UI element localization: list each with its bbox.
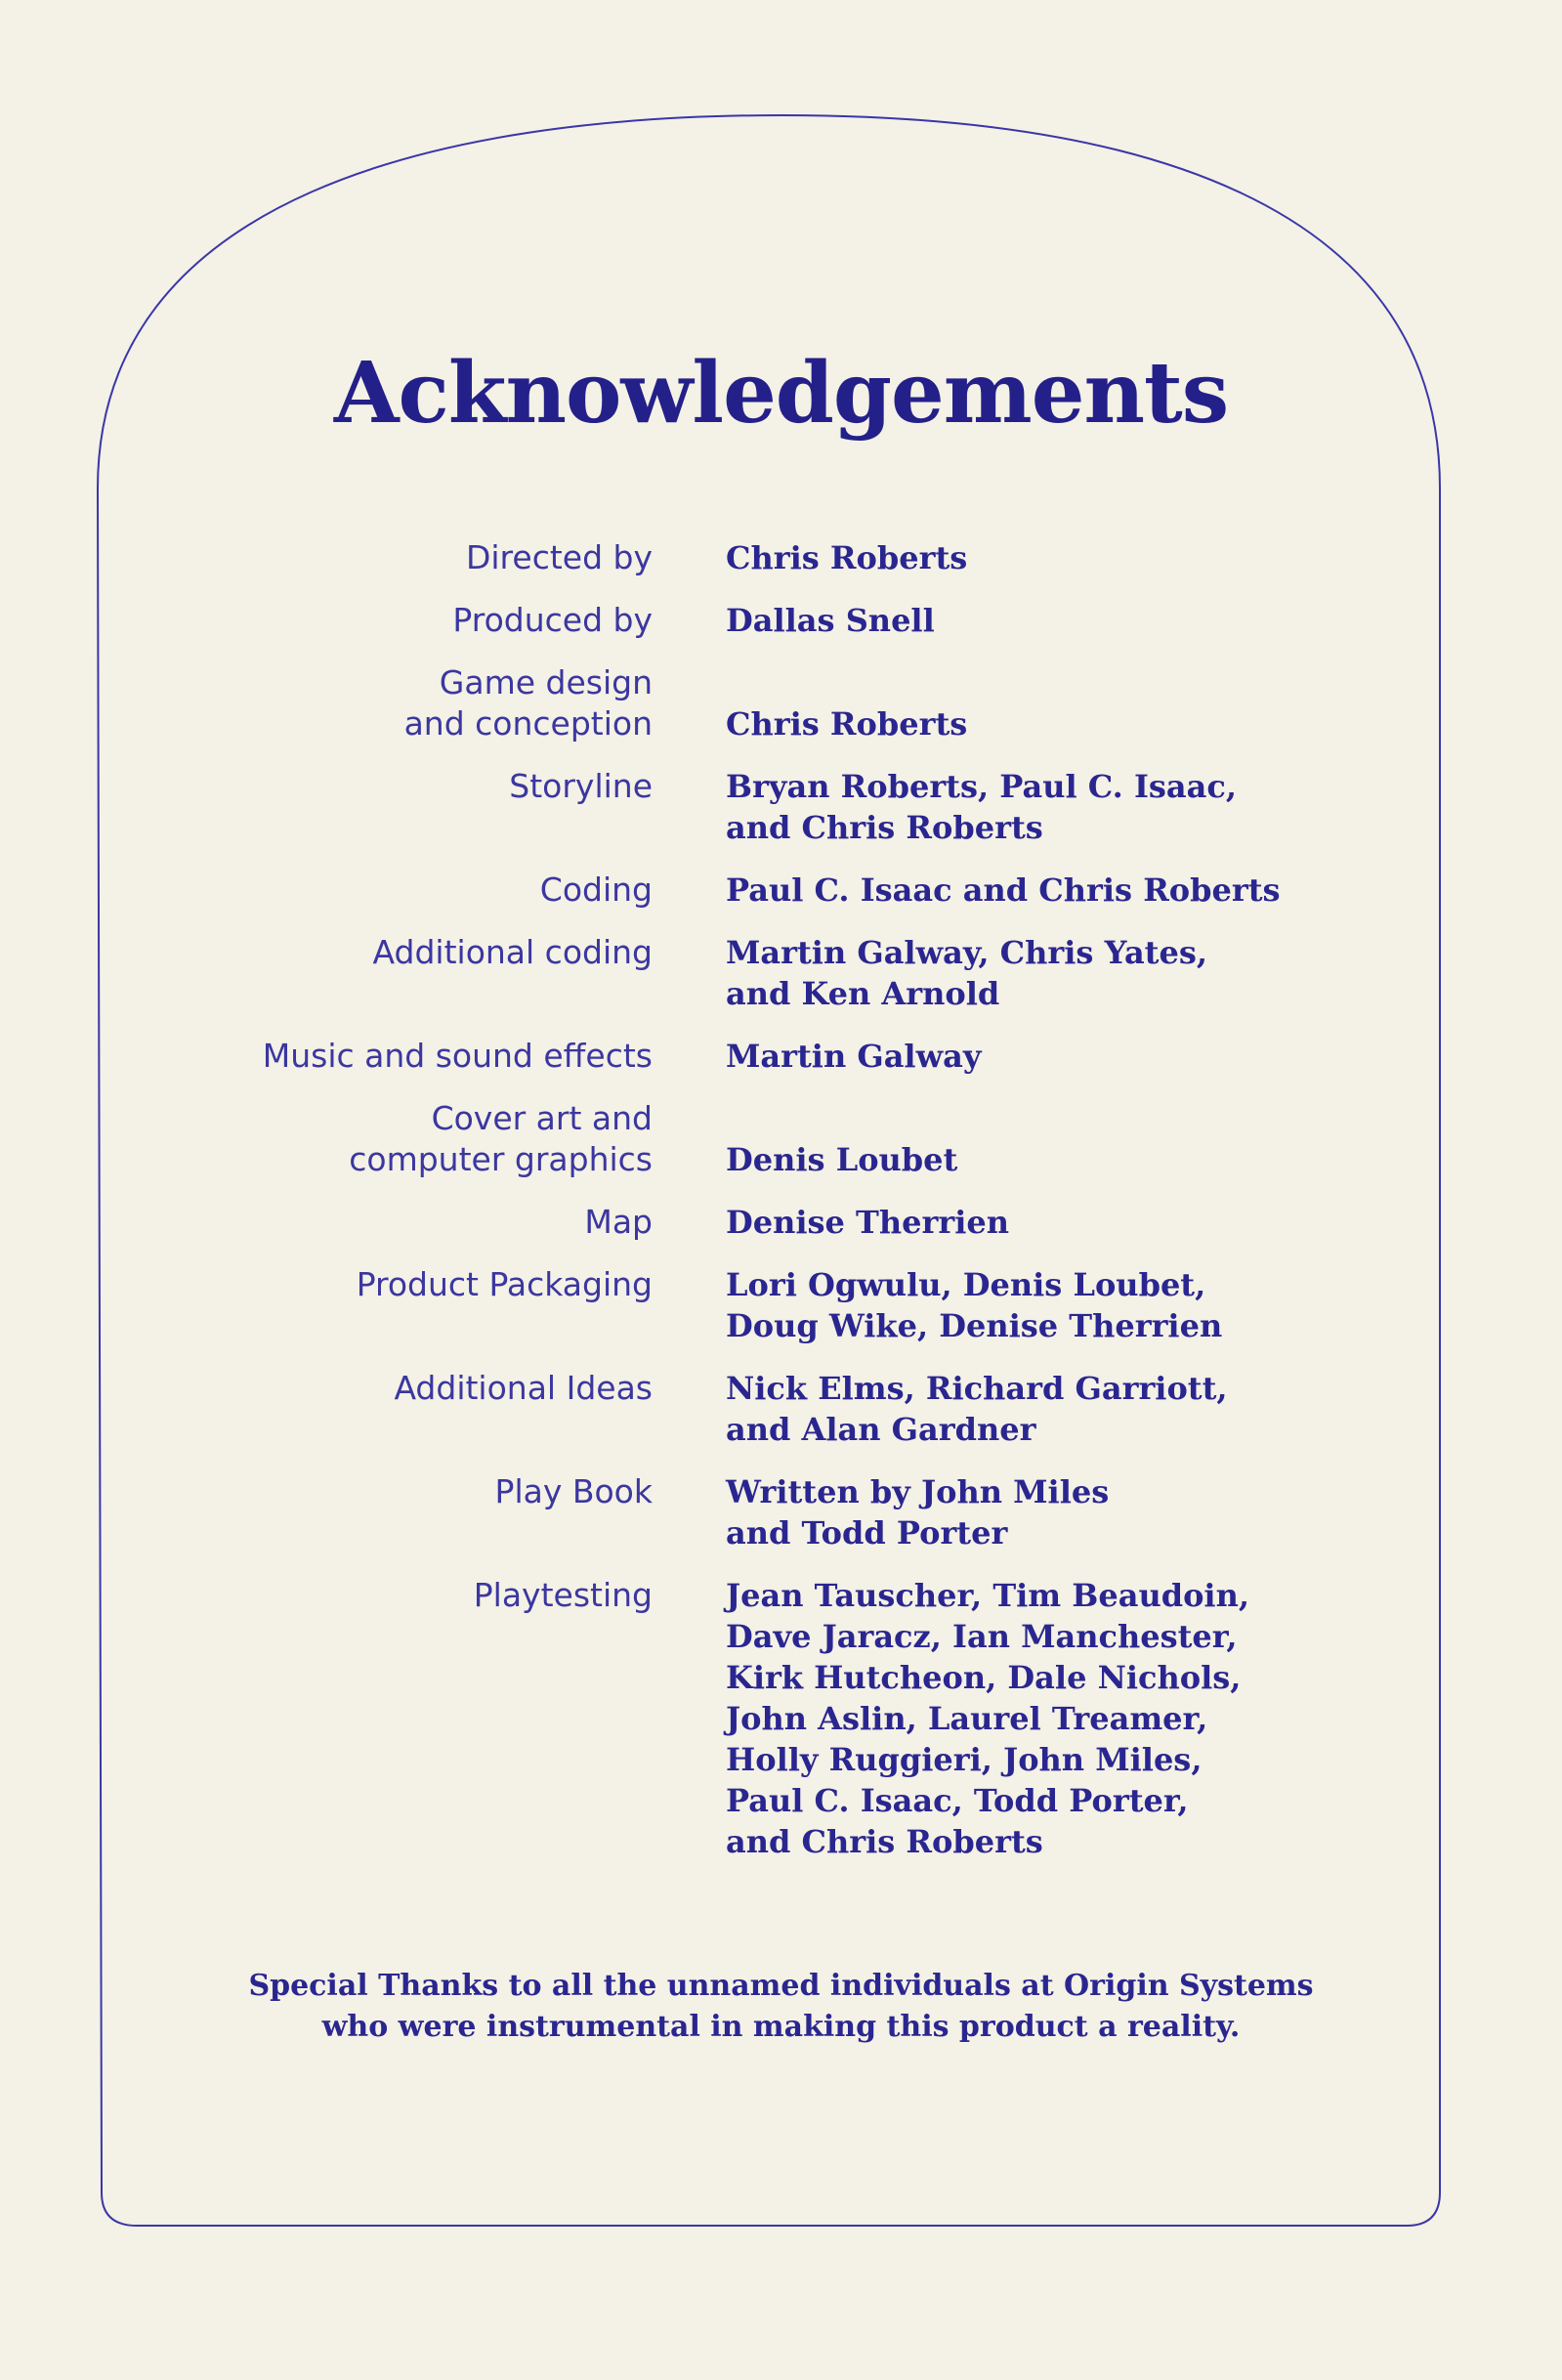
credit-role xyxy=(0,1202,653,1243)
credit-names xyxy=(726,870,1331,911)
credit-role xyxy=(0,600,653,641)
credit-name-line: Paul C. Isaac and Chris Roberts xyxy=(726,871,1281,909)
credit-role xyxy=(0,1471,653,1553)
credit-names xyxy=(726,1471,1331,1553)
credit-name-line: Lori Ogwulu, Denis Loubet, xyxy=(726,1266,1206,1303)
credit-name-line: and Chris Roberts xyxy=(726,809,1043,846)
credit-names xyxy=(726,1098,1331,1180)
credit-name-line: and Alan Gardner xyxy=(726,1411,1036,1448)
credit-names xyxy=(726,766,1331,848)
credit-role-line: computer graphics xyxy=(349,1140,653,1178)
credit-role-line: and conception xyxy=(403,704,653,743)
credit-name-line: Kirk Hutcheon, Dale Nichols, xyxy=(726,1659,1242,1696)
credit-role-line: Product Packaging xyxy=(356,1265,653,1303)
credit-role-line: Playtesting xyxy=(473,1576,653,1614)
credits-list xyxy=(0,537,1562,1884)
credit-names xyxy=(726,600,1331,641)
credit-name-line xyxy=(726,1098,1331,1139)
credit-name-line: Martin Galway xyxy=(726,1038,982,1075)
credit-role-line: Game design xyxy=(439,663,653,701)
credit-role-line: Cover art and xyxy=(431,1099,653,1137)
credit-name-line: John Aslin, Laurel Treamer, xyxy=(726,1700,1208,1737)
credit-row xyxy=(0,1575,1562,1862)
credit-role xyxy=(0,1264,653,1346)
credit-name-line: and Ken Arnold xyxy=(726,975,1000,1012)
credit-name-line: Bryan Roberts, Paul C. Isaac, xyxy=(726,768,1238,805)
credit-row xyxy=(0,766,1562,848)
credit-names xyxy=(726,1575,1331,1862)
credit-name-line: Dallas Snell xyxy=(726,602,935,639)
credit-name-line: Chris Roberts xyxy=(726,539,968,576)
special-thanks-line-2: who were instrumental in making this product a reality. xyxy=(321,2010,1241,2044)
credit-role-line: Directed by xyxy=(465,538,653,576)
credit-name-line: Written by John Miles xyxy=(726,1473,1110,1510)
credit-row xyxy=(0,1264,1562,1346)
credit-name-line: Paul C. Isaac, Todd Porter, xyxy=(726,1782,1189,1819)
credit-row xyxy=(0,600,1562,641)
credit-row xyxy=(0,1471,1562,1553)
credit-row xyxy=(0,537,1562,578)
credit-names xyxy=(726,1036,1331,1077)
special-thanks-line-1: Special Thanks to all the unnamed individuals at Origin Systems xyxy=(248,1969,1314,2003)
credit-row xyxy=(0,662,1562,744)
credit-role xyxy=(0,1575,653,1862)
credit-name-line: Doug Wike, Denise Therrien xyxy=(726,1307,1223,1344)
credit-role xyxy=(0,766,653,848)
credit-role-line: Play Book xyxy=(494,1472,653,1510)
credit-name-line: and Chris Roberts xyxy=(726,1823,1043,1860)
credit-role-line: Coding xyxy=(539,871,653,909)
credit-name-line: Denis Loubet xyxy=(726,1141,958,1178)
special-thanks xyxy=(0,1966,1562,2048)
credit-name-line: Chris Roberts xyxy=(726,705,968,743)
credit-names xyxy=(726,537,1331,578)
credit-name-line xyxy=(726,662,1331,703)
credit-role xyxy=(0,932,653,1014)
credit-role xyxy=(0,537,653,578)
credit-role xyxy=(0,1368,653,1450)
credit-role-line: Produced by xyxy=(452,601,653,639)
credit-names xyxy=(726,932,1331,1014)
credit-names xyxy=(726,1368,1331,1450)
credit-name-line: Holly Ruggieri, John Miles, xyxy=(726,1741,1203,1778)
credit-role-line: Music and sound effects xyxy=(262,1037,653,1075)
credit-name-line: and Todd Porter xyxy=(726,1514,1008,1551)
credit-row xyxy=(0,932,1562,1014)
credit-row xyxy=(0,1368,1562,1450)
credit-role-line: Map xyxy=(584,1203,653,1241)
credit-role xyxy=(0,1036,653,1077)
credit-role xyxy=(0,1098,653,1180)
credit-role-line: Storyline xyxy=(509,767,653,805)
credit-row xyxy=(0,1202,1562,1243)
credit-names xyxy=(726,1264,1331,1346)
credit-row xyxy=(0,870,1562,911)
credit-row xyxy=(0,1098,1562,1180)
credit-names xyxy=(726,1202,1331,1243)
page-title: Acknowledgements xyxy=(333,344,1229,443)
credit-role xyxy=(0,870,653,911)
credit-role-line: Additional Ideas xyxy=(394,1369,653,1407)
credit-name-line: Nick Elms, Richard Garriott, xyxy=(726,1370,1228,1407)
credit-name-line: Martin Galway, Chris Yates, xyxy=(726,934,1207,971)
credit-name-line: Jean Tauscher, Tim Beaudoin, xyxy=(726,1577,1249,1614)
credit-names xyxy=(726,662,1331,744)
credit-name-line: Denise Therrien xyxy=(726,1204,1009,1241)
credit-row xyxy=(0,1036,1562,1077)
credit-role xyxy=(0,662,653,744)
credit-role-line: Additional coding xyxy=(372,933,653,971)
credit-name-line: Dave Jaracz, Ian Manchester, xyxy=(726,1618,1238,1655)
